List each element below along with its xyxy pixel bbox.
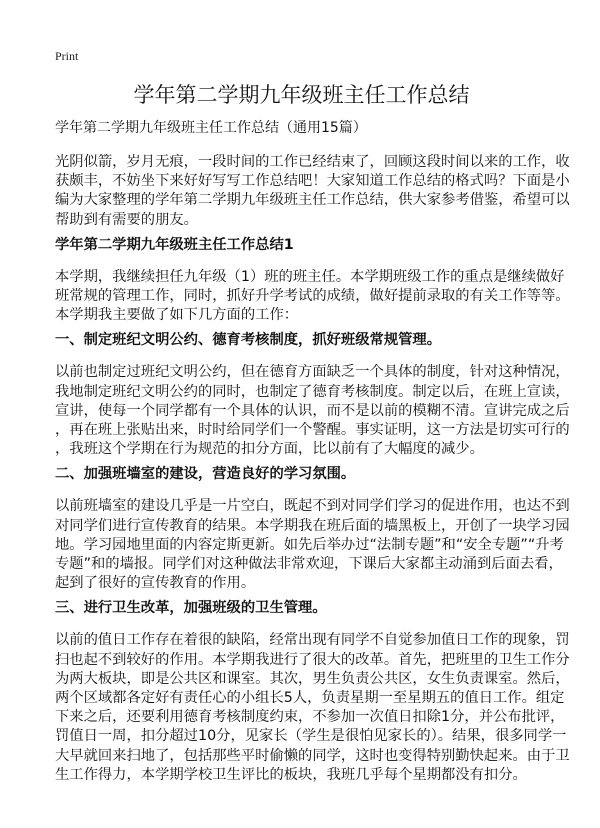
part-paragraph-3 [55,631,570,785]
text-line: 宣讲，使每一个同学都有一个具体的认识，而不是以前的模糊不清。宣讲完成之后 [55,402,570,419]
text-line: 以前班墙室的建设几乎是一片空白，既起不到对同学们学习的促进作用，也达不到 [55,498,570,515]
text-line: 以前的值日工作存在着很的缺陷，经常出现有同学不自觉参加值日工作的现象，罚 [55,632,570,649]
text-line: 大早就回来扫地了，包括那些平时偷懒的同学，这时也变得特别勤快起来。由于卫 [55,747,570,764]
part-paragraph-2 [55,497,570,593]
text-line: 光阴似箭，岁月无痕，一段时间的工作已经结束了，回顾这段时间以来的工作，收 [55,154,570,170]
text-line: 本学期我主要做了如下几方面的工作： [55,307,299,324]
part-heading-1: 一、制定班纪文明公约、德育考核制度，抓好班级常规管理。 [55,332,442,349]
page-title: 学年第二学期九年级班主任工作总结 [133,83,470,107]
text-line: 地。学习园地里面的内容定斯更新。如先后举办过“法制专题”和“安全专题”“升考 [55,536,564,553]
text-line: 我地制定班纪文明公约的同时，也制定了德育考核制度。制定以后，在班上宣读， [55,383,570,400]
text-line: 获颇丰，不妨坐下来好好写写工作总结吧！大家知道工作总结的格式吗？下面是小 [55,173,570,190]
text-line: 下来之后，还要利用德育考核制度约束，不参加一次值日扣除1分，并公布批评， [55,709,565,726]
part-heading-2: 二、加强班墙室的建设，营造良好的学习氛围。 [55,466,356,483]
text-line: 专题”和的墙报。同学们对这种做法非常欢迎，下课后大家都主动涌到后面去看， [55,556,563,573]
opening-paragraph [55,268,570,326]
text-line: ，再在班上张贴出来，时时给同学们一个警醒。事实证明，这一方法是切实可行的 [55,422,570,439]
text-line: 以前也制定过班纪文明公约，但在德育方面缺乏一个具体的制度，针对这种情况， [55,364,570,381]
text-line: 两个区域都各定好有责任心的小组长5人，负责星期一至星期五的值日工作。组定 [55,690,565,707]
text-line: 班常规的管理工作，同时，抓好升学考试的成绩，做好提前录取的有关工作等等。 [55,288,570,305]
document-body [55,82,570,791]
part-paragraph-1 [55,363,570,459]
text-line: 对同学们进行宣传教育的结果。本学期我在班后面的墙黑板上，开创了一块学习园 [55,517,570,534]
text-line: 编为大家整理的学年第二学期九年级班主任工作总结，供大家参考借鉴，希望可以 [55,192,570,209]
text-line: 本学期，我继续担任九年级（1）班的班主任。本学期班级工作的重点是继续做好 [55,268,565,285]
part-heading-3: 三、进行卫生改革，加强班级的卫生管理。 [55,600,327,617]
section-title: 学年第二学期九年级班主任工作总结1 [55,236,294,253]
text-line: 罚值日一周，扣分超过10分，见家长（学生是很怕见家长的）。结果，很多同学一 [55,728,567,745]
print-link[interactable]: Print [55,49,79,63]
text-line: 生工作得力，本学期学校卫生评比的板块，我班几乎每个星期都没有扣分。 [55,766,527,783]
intro-paragraph [55,153,570,230]
text-line: 为两大板块，即是公共区和课室。其次，男生负责公共区，女生负责课室。然后， [55,670,570,687]
text-line: 起到了很好的宣传教育的作用。 [55,575,256,592]
text-line: 帮助到有需要的朋友。 [55,211,198,228]
text-line: ，我班这个学期在行为规范的扣分方面，比以前有了大幅度的减少。 [55,441,484,458]
text-line: 扫也起不到较好的作用。本学期我进行了很大的改革。首先，把班里的卫生工作分 [55,651,570,668]
document-subtitle: 学年第二学期九年级班主任工作总结（通用15篇） [55,120,367,136]
